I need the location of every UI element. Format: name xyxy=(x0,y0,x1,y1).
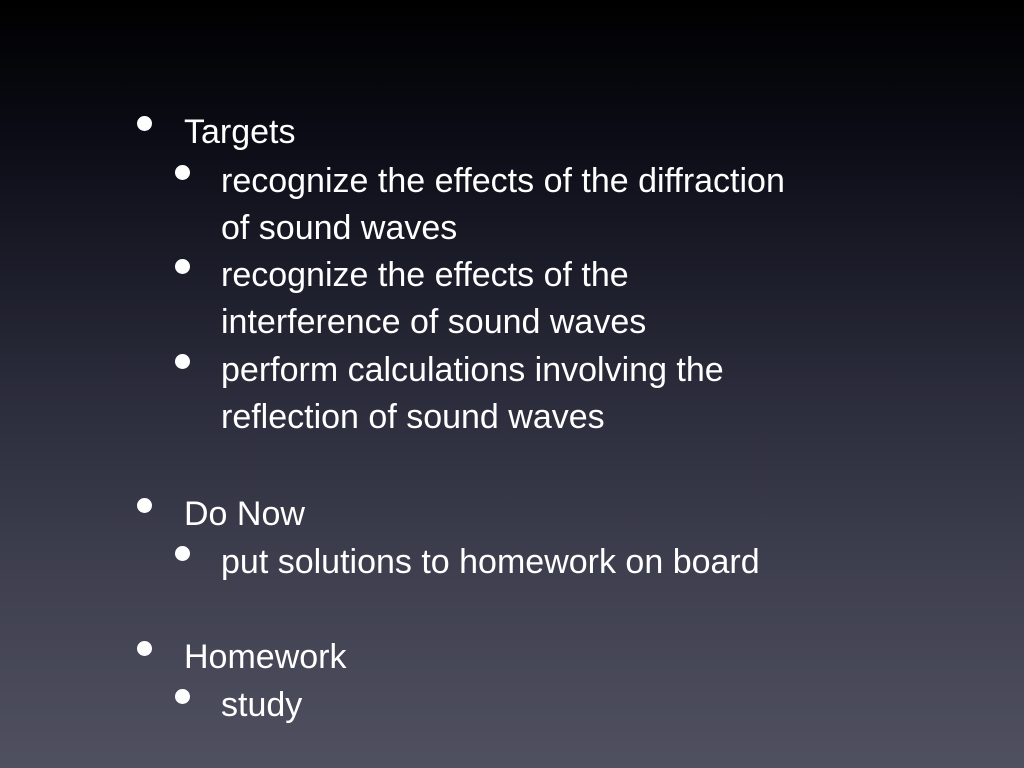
section-heading-homework: Homework xyxy=(184,638,347,676)
list-item-line: reflection of sound waves xyxy=(221,398,605,436)
list-item-line: study xyxy=(221,686,303,724)
list-item-line: perform calculations involving the xyxy=(221,351,724,389)
list-item-line: interference of sound waves xyxy=(221,303,647,341)
section-heading-do-now: Do Now xyxy=(184,495,305,533)
list-item-line: put solutions to homework on board xyxy=(221,543,760,581)
list-item-line: recognize the effects of the diffraction xyxy=(221,162,785,200)
list-item-line: recognize the effects of the xyxy=(221,256,629,294)
section-heading-targets: Targets xyxy=(184,113,296,151)
list-item-line: of sound waves xyxy=(221,209,458,247)
